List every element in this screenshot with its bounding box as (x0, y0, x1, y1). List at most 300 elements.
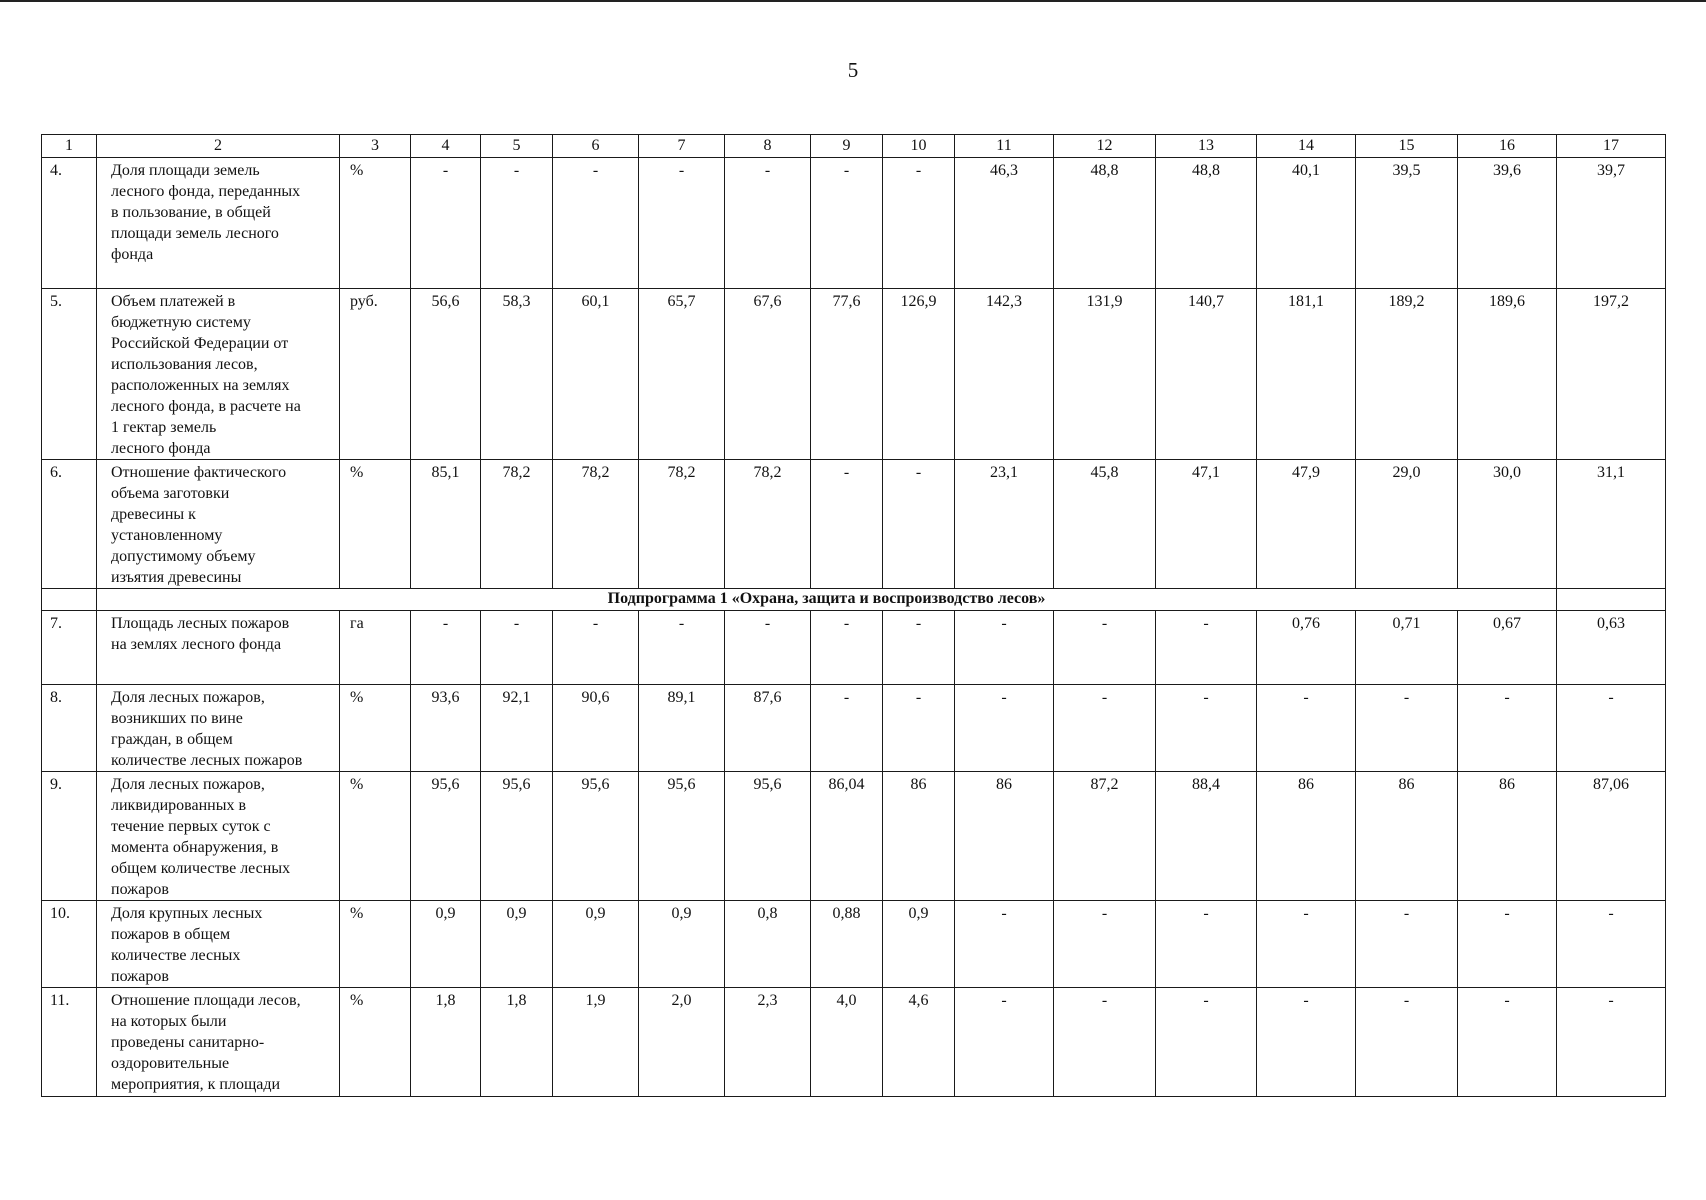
value-cell-text: - (513, 162, 520, 179)
value-cell (883, 289, 955, 460)
indicator-name (97, 611, 340, 685)
value-cell-text: - (678, 162, 685, 179)
value-cell (725, 460, 811, 589)
header-cell: 9 (811, 135, 883, 158)
value-cell (1557, 772, 1666, 901)
value-cell-text: 47,9 (1292, 464, 1320, 481)
value-cell (725, 289, 811, 460)
value-cell-text: 140,7 (1188, 293, 1224, 310)
value-cell (883, 901, 955, 988)
indicator-name-text: Доля лесных пожаров, ликвидированных в течение первых суток с момента обнаружения, в общем количестве лесных пожаров (111, 776, 291, 898)
value-cell-text: - (1001, 992, 1007, 1009)
value-cell-text: - (843, 162, 850, 179)
value-cell (1156, 158, 1257, 289)
header-cell: 15 (1356, 135, 1458, 158)
value-cell (1257, 772, 1356, 901)
value-cell-text: - (764, 615, 771, 632)
value-cell-text: 67,6 (753, 293, 782, 310)
value-cell (1156, 988, 1257, 1097)
value-cell (1054, 988, 1156, 1097)
row-number-text: 8. (50, 689, 62, 706)
value-cell (1458, 289, 1557, 460)
value-cell (1557, 611, 1666, 685)
unit-of-measure (340, 988, 411, 1097)
row-number (42, 289, 97, 460)
value-cell-text: 87,6 (753, 689, 782, 706)
value-cell-text: 95,6 (667, 776, 696, 793)
value-cell-text: 23,1 (990, 464, 1018, 481)
indicator-row (42, 158, 1666, 289)
value-cell-text: 1,8 (506, 992, 527, 1009)
value-cell (1156, 289, 1257, 460)
unit-of-measure-text: % (350, 464, 364, 481)
indicator-row (42, 685, 1666, 772)
unit-of-measure (340, 460, 411, 589)
value-cell (1458, 611, 1557, 685)
value-cell (553, 158, 639, 289)
value-cell (553, 685, 639, 772)
value-cell (725, 772, 811, 901)
value-cell (411, 772, 481, 901)
value-cell-text: 39,7 (1597, 162, 1625, 179)
value-cell (1557, 988, 1666, 1097)
value-cell-text: 40,1 (1292, 162, 1320, 179)
value-cell (955, 289, 1054, 460)
value-cell-text: 65,7 (667, 293, 696, 310)
value-cell-text: 29,0 (1392, 464, 1421, 481)
value-cell-text: 181,1 (1288, 293, 1324, 310)
value-cell (639, 685, 725, 772)
value-cell-text: 60,1 (581, 293, 610, 310)
value-cell (811, 289, 883, 460)
value-cell (883, 158, 955, 289)
value-cell-text: 0,76 (1292, 615, 1320, 632)
value-cell (955, 158, 1054, 289)
value-cell-text: - (1203, 992, 1209, 1009)
value-cell-text: - (592, 162, 599, 179)
value-cell (553, 988, 639, 1097)
value-cell-text: - (1608, 905, 1614, 922)
header-cell: 14 (1257, 135, 1356, 158)
unit-of-measure-text: % (350, 992, 364, 1009)
value-cell (811, 460, 883, 589)
header-cell: 3 (340, 135, 411, 158)
indicator-name (97, 289, 340, 460)
value-cell-text: 48,8 (1090, 162, 1119, 179)
value-cell-text: 46,3 (990, 162, 1018, 179)
value-cell (811, 901, 883, 988)
value-cell (1557, 289, 1666, 460)
indicator-row (42, 901, 1666, 988)
unit-of-measure (340, 289, 411, 460)
indicator-row (42, 611, 1666, 685)
value-cell (955, 611, 1054, 685)
value-cell (955, 988, 1054, 1097)
value-cell-text: - (1101, 992, 1108, 1009)
value-cell-text: - (1504, 905, 1510, 922)
value-cell-text: - (1303, 992, 1309, 1009)
value-cell (883, 988, 955, 1097)
value-cell-text: - (513, 615, 520, 632)
value-cell-text: 0,88 (832, 905, 861, 922)
value-cell (411, 988, 481, 1097)
value-cell (411, 460, 481, 589)
value-cell (481, 289, 553, 460)
value-cell (481, 460, 553, 589)
indicator-row (42, 289, 1666, 460)
value-cell (811, 772, 883, 901)
value-cell-text: 1,8 (435, 992, 456, 1009)
indicator-name-text: Отношение площади лесов, на которых были проведены санитарно- оздоровительные мероприятия, к площади (111, 992, 301, 1093)
value-cell-text: 95,6 (581, 776, 610, 793)
value-cell-text: - (1608, 992, 1614, 1009)
value-cell (639, 772, 725, 901)
row-number-text: 5. (50, 293, 62, 310)
value-cell-text: - (1203, 615, 1209, 632)
value-cell-text: 48,8 (1192, 162, 1220, 179)
value-cell-text: - (915, 689, 922, 706)
value-cell-text: 47,1 (1192, 464, 1220, 481)
value-cell (481, 901, 553, 988)
value-cell (481, 611, 553, 685)
value-cell-text: 86 (910, 776, 927, 793)
value-cell-text: 86 (1298, 776, 1314, 793)
value-cell-text: - (1001, 905, 1007, 922)
value-cell-text: - (1608, 689, 1614, 706)
value-cell (1054, 289, 1156, 460)
header-cell: 4 (411, 135, 481, 158)
value-cell (811, 158, 883, 289)
value-cell (481, 988, 553, 1097)
header-cell: 10 (883, 135, 955, 158)
unit-of-measure-text: % (350, 905, 364, 922)
value-cell-text: 78,2 (581, 464, 610, 481)
unit-of-measure (340, 685, 411, 772)
value-cell (955, 460, 1054, 589)
value-cell (411, 289, 481, 460)
value-cell-text: 30,0 (1493, 464, 1521, 481)
value-cell (1356, 611, 1458, 685)
value-cell (411, 611, 481, 685)
value-cell-text: 0,9 (435, 905, 456, 922)
value-cell-text: - (764, 162, 771, 179)
unit-of-measure-text: % (350, 162, 364, 179)
value-cell-text: 0,67 (1493, 615, 1521, 632)
value-cell (553, 460, 639, 589)
indicator-name-text: Доля лесных пожаров, возникших по вине граждан, в общем количестве лесных пожаров (111, 689, 303, 769)
value-cell-text: 0,9 (585, 905, 606, 922)
value-cell (1054, 772, 1156, 901)
value-cell-text: - (592, 615, 599, 632)
value-cell (811, 988, 883, 1097)
value-cell-text: 31,1 (1597, 464, 1625, 481)
value-cell (1054, 158, 1156, 289)
value-cell (955, 685, 1054, 772)
value-cell (639, 901, 725, 988)
value-cell-text: 87,06 (1593, 776, 1629, 793)
indicator-name-text: Площадь лесных пожаров на землях лесного фонда (111, 615, 290, 653)
value-cell-text: 39,5 (1392, 162, 1421, 179)
value-cell (639, 460, 725, 589)
header-cell: 11 (955, 135, 1054, 158)
value-cell (725, 685, 811, 772)
indicator-row (42, 460, 1666, 589)
value-cell-text: 126,9 (900, 293, 937, 310)
value-cell-text: 4,0 (836, 992, 857, 1009)
row-number (42, 901, 97, 988)
value-cell (1156, 685, 1257, 772)
value-cell-text: - (442, 162, 449, 179)
value-cell-text: 0,9 (908, 905, 929, 922)
unit-of-measure-text: га (350, 615, 364, 632)
value-cell-text: 4,6 (908, 992, 929, 1009)
value-cell (1356, 772, 1458, 901)
value-cell-text: 95,6 (502, 776, 531, 793)
value-cell (1356, 289, 1458, 460)
subprogram-heading-row (42, 589, 1666, 611)
value-cell-text: - (915, 615, 922, 632)
unit-of-measure-text: % (350, 776, 364, 793)
value-cell (1054, 685, 1156, 772)
value-cell-text: 86 (996, 776, 1012, 793)
value-cell-text: 56,6 (431, 293, 460, 310)
header-cell: 13 (1156, 135, 1257, 158)
value-cell-text: 85,1 (431, 464, 460, 481)
value-cell (1257, 460, 1356, 589)
indicator-name (97, 901, 340, 988)
value-cell (1156, 611, 1257, 685)
value-cell-text: 131,9 (1086, 293, 1123, 310)
header-cell: 7 (639, 135, 725, 158)
top-rule (0, 0, 1706, 2)
value-cell (1257, 685, 1356, 772)
row-number (42, 611, 97, 685)
value-cell (1257, 158, 1356, 289)
indicator-row (42, 772, 1666, 901)
value-cell-text: - (1001, 689, 1007, 706)
value-cell (1557, 901, 1666, 988)
value-cell-text: 0,9 (671, 905, 692, 922)
value-cell (639, 988, 725, 1097)
value-cell-text: 86 (1499, 776, 1515, 793)
row-number-text: 9. (50, 776, 62, 793)
header-cell: 1 (42, 135, 97, 158)
indicator-name-text: Отношение фактического объема заготовки древесины к установленному допустимому объему изъятия древесины (111, 464, 287, 586)
value-cell (553, 289, 639, 460)
value-cell-text: 78,2 (753, 464, 782, 481)
value-cell-text: - (1303, 905, 1309, 922)
indicator-name (97, 772, 340, 901)
header-cell: 8 (725, 135, 811, 158)
subprogram-heading: Подпрограмма 1 «Охрана, защита и воспроизводство лесов» (97, 589, 1557, 611)
value-cell-text: 93,6 (431, 689, 460, 706)
value-cell (1054, 611, 1156, 685)
indicator-name-text: Доля крупных лесных пожаров в общем количестве лесных пожаров (111, 905, 263, 985)
value-cell (553, 901, 639, 988)
row-number-text: 10. (50, 905, 70, 922)
value-cell-text: - (1101, 905, 1108, 922)
row-number (42, 685, 97, 772)
value-cell (481, 772, 553, 901)
value-cell-text: - (915, 464, 922, 481)
unit-of-measure (340, 772, 411, 901)
value-cell-text: 92,1 (502, 689, 531, 706)
value-cell-text: 95,6 (753, 776, 782, 793)
value-cell (811, 611, 883, 685)
header-row (42, 135, 1666, 158)
indicators-table (41, 134, 1666, 1097)
indicator-name-text: Объем платежей в бюджетную систему Российской Федерации от использования лесов, расположенных на землях лесного фонда, в расчете на 1 гектар земель лесного фонда (111, 293, 301, 457)
page-number: 5 (847, 58, 859, 82)
value-cell-text: 0,9 (506, 905, 527, 922)
value-cell-text: - (1203, 689, 1209, 706)
value-cell-text: 2,3 (757, 992, 778, 1009)
value-cell-text: - (915, 162, 922, 179)
indicator-name (97, 158, 340, 289)
value-cell (725, 611, 811, 685)
value-cell (1257, 611, 1356, 685)
indicator-name (97, 988, 340, 1097)
value-cell (1458, 158, 1557, 289)
value-cell (1557, 685, 1666, 772)
value-cell (1054, 460, 1156, 589)
value-cell-text: - (843, 615, 850, 632)
row-number-text: 4. (50, 162, 62, 179)
value-cell-text: - (1203, 905, 1209, 922)
row-number (42, 460, 97, 589)
value-cell (1356, 685, 1458, 772)
indicator-name (97, 685, 340, 772)
value-cell-text: 189,6 (1489, 293, 1525, 310)
value-cell (725, 158, 811, 289)
value-cell (883, 685, 955, 772)
value-cell-text: 87,2 (1090, 776, 1119, 793)
row-number-text: 7. (50, 615, 62, 632)
unit-of-measure (340, 611, 411, 685)
value-cell-text: - (1001, 615, 1007, 632)
empty-cell (42, 589, 97, 611)
value-cell-text: - (843, 464, 850, 481)
value-cell-text: 1,9 (585, 992, 606, 1009)
value-cell-text: - (1101, 689, 1108, 706)
header-cell: 16 (1458, 135, 1557, 158)
value-cell-text: 78,2 (502, 464, 531, 481)
value-cell-text: 45,8 (1090, 464, 1119, 481)
value-cell-text: 77,6 (832, 293, 861, 310)
value-cell-text: 89,1 (667, 689, 696, 706)
value-cell-text: 86,04 (828, 776, 865, 793)
header-cell: 17 (1557, 135, 1666, 158)
value-cell (1054, 901, 1156, 988)
value-cell-text: 142,3 (986, 293, 1022, 310)
value-cell (1458, 988, 1557, 1097)
value-cell-text: 0,71 (1392, 615, 1421, 632)
value-cell (1156, 772, 1257, 901)
row-number (42, 772, 97, 901)
value-cell-text: 95,6 (431, 776, 460, 793)
value-cell (553, 772, 639, 901)
value-cell (1257, 901, 1356, 988)
value-cell-text: 90,6 (581, 689, 610, 706)
value-cell (639, 611, 725, 685)
value-cell (411, 901, 481, 988)
value-cell-text: 86 (1398, 776, 1415, 793)
value-cell (411, 685, 481, 772)
row-number (42, 988, 97, 1097)
value-cell (1356, 158, 1458, 289)
value-cell-text: - (1504, 689, 1510, 706)
row-number-text: 6. (50, 464, 62, 481)
value-cell-text: - (1303, 689, 1309, 706)
value-cell-text: 2,0 (671, 992, 692, 1009)
empty-cell (1557, 589, 1666, 611)
value-cell (811, 685, 883, 772)
value-cell (553, 611, 639, 685)
indicator-row (42, 988, 1666, 1097)
value-cell-text: - (1403, 905, 1410, 922)
value-cell (725, 988, 811, 1097)
value-cell (1356, 901, 1458, 988)
value-cell (639, 289, 725, 460)
value-cell (883, 772, 955, 901)
value-cell (481, 158, 553, 289)
value-cell-text: - (1403, 689, 1410, 706)
header-cell: 5 (481, 135, 553, 158)
value-cell (481, 685, 553, 772)
value-cell (883, 460, 955, 589)
value-cell-text: 0,8 (757, 905, 778, 922)
value-cell-text: - (1504, 992, 1510, 1009)
value-cell (1257, 289, 1356, 460)
value-cell (1557, 460, 1666, 589)
value-cell-text: 88,4 (1192, 776, 1220, 793)
header-cell: 2 (97, 135, 340, 158)
value-cell (639, 158, 725, 289)
value-cell (1557, 158, 1666, 289)
row-number-text: 11. (50, 992, 70, 1009)
value-cell-text: - (1101, 615, 1108, 632)
value-cell (1356, 460, 1458, 589)
value-cell-text: 78,2 (667, 464, 696, 481)
value-cell (1458, 460, 1557, 589)
unit-of-measure (340, 158, 411, 289)
unit-of-measure-text: руб. (350, 293, 378, 310)
value-cell (411, 158, 481, 289)
value-cell-text: 189,2 (1388, 293, 1425, 310)
value-cell-text: - (1403, 992, 1410, 1009)
indicator-name-text: Доля площади земель лесного фонда, переданных в пользование, в общей площади земель лесного фонда (111, 162, 301, 263)
indicator-name (97, 460, 340, 589)
value-cell (1257, 988, 1356, 1097)
value-cell-text: 39,6 (1493, 162, 1521, 179)
row-number (42, 158, 97, 289)
value-cell (1458, 685, 1557, 772)
value-cell (1458, 772, 1557, 901)
value-cell (725, 901, 811, 988)
value-cell-text: 197,2 (1593, 293, 1629, 310)
value-cell (1356, 988, 1458, 1097)
value-cell (1458, 901, 1557, 988)
value-cell (883, 611, 955, 685)
value-cell-text: - (843, 689, 850, 706)
header-cell: 6 (553, 135, 639, 158)
value-cell (955, 772, 1054, 901)
header-cell: 12 (1054, 135, 1156, 158)
unit-of-measure (340, 901, 411, 988)
unit-of-measure-text: % (350, 689, 364, 706)
value-cell (1156, 901, 1257, 988)
value-cell (955, 901, 1054, 988)
